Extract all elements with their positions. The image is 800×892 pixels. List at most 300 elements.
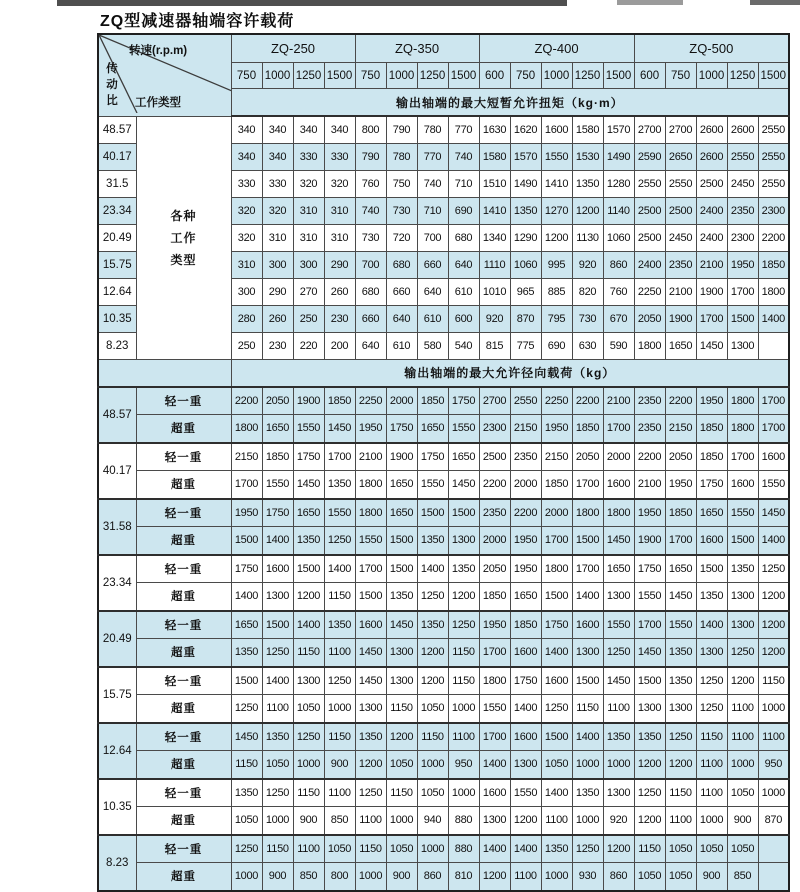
load-value-cell: 1550 (262, 471, 293, 499)
load-value-cell: 1350 (417, 527, 448, 555)
load-value-cell: 1500 (417, 499, 448, 527)
torque-value-cell (758, 332, 789, 359)
model-header-ZQ-350: ZQ-350 (355, 34, 479, 63)
row-type-label-overweight: 超重 (136, 639, 231, 667)
load-value-cell: 1400 (696, 611, 727, 639)
load-value-cell: 800 (324, 863, 355, 891)
load-value-cell: 1750 (231, 555, 262, 583)
torque-value-cell: 2700 (665, 116, 696, 143)
torque-value-cell: 1490 (510, 170, 541, 197)
load-value-cell: 1400 (231, 583, 262, 611)
work-type-line: 工作 (170, 230, 197, 245)
torque-value-cell: 1700 (696, 305, 727, 332)
load-value-cell: 1250 (355, 779, 386, 807)
load-value-cell: 1350 (572, 779, 603, 807)
ratio-label: 40.17 (98, 443, 136, 499)
load-value-cell: 1250 (665, 723, 696, 751)
load-value-cell: 1100 (293, 835, 324, 863)
load-value-cell: 2000 (386, 387, 417, 415)
torque-value-cell: 310 (324, 197, 355, 224)
torque-value-cell: 280 (231, 305, 262, 332)
load-value-cell: 1300 (727, 611, 758, 639)
torque-value-cell: 1500 (727, 305, 758, 332)
load-value-cell: 1550 (324, 499, 355, 527)
torque-value-cell: 640 (355, 332, 386, 359)
load-value-cell: 1350 (324, 471, 355, 499)
load-value-cell: 1150 (386, 779, 417, 807)
load-value-cell: 920 (603, 807, 634, 835)
load-value-cell: 1350 (448, 555, 479, 583)
load-value-cell: 1450 (634, 639, 665, 667)
load-value-cell: 1600 (603, 471, 634, 499)
torque-value-cell: 2500 (634, 224, 665, 251)
load-value-cell: 1100 (355, 807, 386, 835)
torque-value-cell: 1620 (510, 116, 541, 143)
torque-value-cell: 330 (293, 143, 324, 170)
torque-value-cell: 800 (355, 116, 386, 143)
load-value-cell: 1350 (417, 611, 448, 639)
row-type-label-light-heavy: 轻一重 (136, 555, 231, 583)
load-value-cell: 1850 (696, 415, 727, 443)
load-value-cell: 1750 (386, 415, 417, 443)
torque-value-cell: 710 (417, 197, 448, 224)
load-value-cell: 1000 (448, 695, 479, 723)
load-value-cell: 1400 (479, 835, 510, 863)
model-header-ZQ-400: ZQ-400 (479, 34, 634, 63)
torque-value-cell: 1570 (510, 143, 541, 170)
load-value-cell: 2700 (479, 387, 510, 415)
torque-value-cell: 540 (448, 332, 479, 359)
torque-value-cell: 2550 (758, 170, 789, 197)
torque-value-cell: 260 (324, 278, 355, 305)
load-value-cell: 1150 (665, 779, 696, 807)
torque-value-cell: 2590 (634, 143, 665, 170)
load-value-cell: 1100 (696, 751, 727, 779)
load-value-cell: 870 (758, 807, 789, 835)
load-value-cell: 1750 (696, 471, 727, 499)
row-type-label-light-heavy: 轻一重 (136, 499, 231, 527)
load-value-cell: 900 (727, 807, 758, 835)
load-value-cell: 1150 (386, 695, 417, 723)
load-value-cell: 1500 (231, 527, 262, 555)
load-value-cell: 1450 (293, 471, 324, 499)
load-value-cell: 1500 (386, 527, 417, 555)
load-value-cell: 1300 (479, 807, 510, 835)
load-value-cell: 1150 (448, 639, 479, 667)
load-value-cell: 1050 (417, 779, 448, 807)
speed-header: 750 (510, 63, 541, 89)
torque-value-cell: 1350 (510, 197, 541, 224)
load-value-cell: 1350 (386, 583, 417, 611)
torque-value-cell: 1450 (696, 332, 727, 359)
radial-load-row (98, 835, 789, 863)
load-value-cell: 2200 (510, 499, 541, 527)
torque-value-cell: 660 (386, 278, 417, 305)
load-value-cell: 1300 (355, 695, 386, 723)
load-value-cell: 930 (572, 863, 603, 891)
load-value-cell: 1000 (262, 807, 293, 835)
load-value-cell: 1200 (758, 583, 789, 611)
load-value-cell: 1350 (541, 835, 572, 863)
load-value-cell: 1850 (665, 499, 696, 527)
speed-header: 750 (231, 63, 262, 89)
load-value-cell: 1500 (293, 555, 324, 583)
load-value-cell: 1450 (758, 499, 789, 527)
speed-header: 1250 (417, 63, 448, 89)
load-value-cell: 1800 (355, 471, 386, 499)
torque-value-cell: 1510 (479, 170, 510, 197)
load-value-cell: 1350 (634, 723, 665, 751)
load-value-cell: 1300 (262, 583, 293, 611)
torque-value-cell: 1580 (572, 116, 603, 143)
torque-value-cell: 340 (324, 116, 355, 143)
torque-value-cell: 1550 (541, 143, 572, 170)
load-value-cell: 1850 (510, 611, 541, 639)
torque-value-cell: 300 (231, 278, 262, 305)
load-value-cell: 1800 (572, 499, 603, 527)
speed-header: 1250 (727, 63, 758, 89)
torque-value-cell: 1900 (696, 278, 727, 305)
work-type-merged-cell (136, 116, 231, 359)
load-value-cell: 1150 (572, 695, 603, 723)
load-value-cell: 1350 (324, 611, 355, 639)
load-value-cell: 1650 (448, 443, 479, 471)
load-value-cell: 1250 (448, 611, 479, 639)
load-value-cell: 1550 (634, 583, 665, 611)
torque-value-cell: 780 (417, 116, 448, 143)
load-value-cell: 2150 (541, 443, 572, 471)
load-value-cell: 1200 (727, 667, 758, 695)
torque-value-cell: 750 (386, 170, 417, 197)
load-value-cell: 2000 (603, 443, 634, 471)
load-value-cell: 2150 (665, 415, 696, 443)
load-value-cell: 1250 (572, 835, 603, 863)
load-value-cell: 1600 (355, 611, 386, 639)
load-capacity-table (97, 33, 790, 892)
torque-value-cell: 720 (386, 224, 417, 251)
torque-value-cell: 340 (262, 116, 293, 143)
load-value-cell: 1750 (417, 443, 448, 471)
row-type-label-light-heavy: 轻一重 (136, 835, 231, 863)
load-value-cell: 1000 (603, 751, 634, 779)
load-value-cell: 1900 (386, 443, 417, 471)
torque-value-cell: 690 (541, 332, 572, 359)
load-value-cell: 1700 (758, 387, 789, 415)
load-value-cell: 1050 (324, 835, 355, 863)
load-value-cell: 950 (758, 751, 789, 779)
load-value-cell: 2350 (510, 443, 541, 471)
torque-value-cell: 1800 (634, 332, 665, 359)
torque-value-cell: 1950 (727, 251, 758, 278)
torque-value-cell: 920 (572, 251, 603, 278)
work-type-line: 类型 (170, 252, 197, 267)
ratio-label: 48.57 (98, 387, 136, 443)
load-value-cell: 1300 (293, 667, 324, 695)
corner-header-cell (98, 34, 231, 116)
load-value-cell: 1350 (231, 639, 262, 667)
load-value-cell: 1350 (355, 723, 386, 751)
torque-value-cell: 1340 (479, 224, 510, 251)
ratio-label: 20.49 (98, 611, 136, 667)
torque-value-cell: 2100 (696, 251, 727, 278)
torque-value-cell: 2400 (696, 197, 727, 224)
torque-value-cell: 740 (417, 170, 448, 197)
load-value-cell: 1050 (386, 835, 417, 863)
speed-header: 1000 (262, 63, 293, 89)
torque-value-cell: 760 (355, 170, 386, 197)
load-value-cell: 1450 (355, 667, 386, 695)
row-type-label-overweight: 超重 (136, 807, 231, 835)
load-value-cell: 1950 (634, 499, 665, 527)
load-value-cell: 1850 (572, 415, 603, 443)
load-value-cell: 1600 (510, 723, 541, 751)
torque-value-cell: 610 (448, 278, 479, 305)
speed-header: 1000 (386, 63, 417, 89)
torque-value-cell: 330 (324, 143, 355, 170)
section2-header-row (98, 359, 789, 387)
load-value-cell: 1300 (603, 779, 634, 807)
torque-value-cell: 1140 (603, 197, 634, 224)
load-value-cell: 1200 (293, 583, 324, 611)
torque-value-cell: 790 (355, 143, 386, 170)
ratio-label: 15.75 (98, 667, 136, 723)
torque-value-cell: 1580 (479, 143, 510, 170)
radial-load-row (98, 779, 789, 807)
load-value-cell: 1000 (324, 695, 355, 723)
radial-load-row (98, 611, 789, 639)
torque-value-cell: 2550 (727, 143, 758, 170)
load-value-cell: 1450 (231, 723, 262, 751)
load-value-cell: 1600 (541, 667, 572, 695)
load-value-cell: 1200 (417, 639, 448, 667)
load-value-cell: 1100 (696, 779, 727, 807)
load-value-cell: 1250 (727, 639, 758, 667)
radial-load-row (98, 723, 789, 751)
torque-value-cell: 2550 (634, 170, 665, 197)
torque-value-cell: 2300 (758, 197, 789, 224)
radial-load-row (98, 499, 789, 527)
load-value-cell: 1600 (262, 555, 293, 583)
torque-value-cell: 1400 (758, 305, 789, 332)
load-value-cell: 1400 (572, 583, 603, 611)
torque-value-cell: 660 (355, 305, 386, 332)
load-value-cell: 1250 (541, 695, 572, 723)
radial-load-row (98, 667, 789, 695)
row-type-label-overweight: 超重 (136, 471, 231, 499)
load-value-cell: 1650 (417, 415, 448, 443)
ratio-label: 23.34 (98, 197, 136, 224)
torque-value-cell: 780 (386, 143, 417, 170)
load-value-cell: 1850 (479, 583, 510, 611)
torque-value-cell: 885 (541, 278, 572, 305)
torque-value-cell: 1630 (479, 116, 510, 143)
torque-value-cell: 1010 (479, 278, 510, 305)
torque-value-cell: 2600 (696, 143, 727, 170)
torque-value-cell: 2300 (727, 224, 758, 251)
torque-value-cell: 700 (355, 251, 386, 278)
row-type-label-overweight: 超重 (136, 695, 231, 723)
load-value-cell: 1400 (262, 667, 293, 695)
load-value-cell: 1200 (603, 835, 634, 863)
torque-value-cell: 730 (386, 197, 417, 224)
load-value-cell: 1950 (231, 499, 262, 527)
speed-header: 1000 (696, 63, 727, 89)
torque-value-cell: 290 (324, 251, 355, 278)
load-value-cell: 2200 (665, 387, 696, 415)
load-value-cell: 1200 (355, 751, 386, 779)
load-value-cell: 1000 (727, 751, 758, 779)
torque-value-cell: 1300 (727, 332, 758, 359)
load-value-cell: 860 (603, 863, 634, 891)
load-value-cell: 1500 (727, 527, 758, 555)
torque-value-cell: 1270 (541, 197, 572, 224)
load-value-cell: 1350 (231, 779, 262, 807)
load-value-cell: 1150 (293, 779, 324, 807)
load-value-cell: 1000 (572, 807, 603, 835)
torque-value-cell: 680 (386, 251, 417, 278)
ratio-label: 48.57 (98, 116, 136, 143)
torque-value-cell: 1530 (572, 143, 603, 170)
torque-value-cell: 2500 (665, 197, 696, 224)
load-value-cell: 1700 (479, 723, 510, 751)
load-value-cell: 1300 (386, 667, 417, 695)
speed-header: 1250 (293, 63, 324, 89)
load-value-cell: 1400 (262, 527, 293, 555)
load-value-cell: 1650 (386, 471, 417, 499)
load-value-cell: 1350 (293, 527, 324, 555)
load-value-cell: 1100 (727, 695, 758, 723)
load-value-cell: 1150 (448, 667, 479, 695)
torque-value-cell: 860 (603, 251, 634, 278)
load-value-cell: 1550 (293, 415, 324, 443)
radial-load-row (98, 583, 789, 611)
load-value-cell: 1600 (758, 443, 789, 471)
load-value-cell: 1450 (355, 639, 386, 667)
load-value-cell: 1950 (541, 415, 572, 443)
load-value-cell: 1250 (231, 835, 262, 863)
load-value-cell: 1000 (417, 751, 448, 779)
torque-value-cell: 1410 (479, 197, 510, 224)
load-value-cell: 1350 (696, 583, 727, 611)
torque-value-cell: 1410 (541, 170, 572, 197)
ratio-label: 12.64 (98, 278, 136, 305)
torque-value-cell: 1130 (572, 224, 603, 251)
load-value-cell: 1150 (262, 835, 293, 863)
row-type-label-overweight: 超重 (136, 415, 231, 443)
load-value-cell: 1150 (696, 723, 727, 751)
load-value-cell: 1200 (448, 583, 479, 611)
torque-value-cell: 815 (479, 332, 510, 359)
ratio-label: 8.23 (98, 835, 136, 891)
load-value-cell: 1550 (355, 527, 386, 555)
load-value-cell: 1500 (355, 583, 386, 611)
load-value-cell: 1950 (510, 527, 541, 555)
load-value-cell: 1400 (541, 639, 572, 667)
ratio-label: 40.17 (98, 143, 136, 170)
load-value-cell: 900 (696, 863, 727, 891)
load-value-cell: 1700 (479, 639, 510, 667)
radial-load-row (98, 415, 789, 443)
torque-value-cell: 2450 (665, 224, 696, 251)
radial-load-row (98, 387, 789, 415)
torque-value-cell: 2050 (634, 305, 665, 332)
torque-value-cell: 730 (572, 305, 603, 332)
speed-header: 750 (355, 63, 386, 89)
load-value-cell: 1500 (448, 499, 479, 527)
row-type-label-overweight: 超重 (136, 527, 231, 555)
load-value-cell: 1150 (355, 835, 386, 863)
load-value-cell: 2500 (479, 443, 510, 471)
ratio-label: 23.34 (98, 555, 136, 611)
load-value-cell: 950 (448, 751, 479, 779)
load-value-cell: 1850 (324, 387, 355, 415)
load-value-cell: 1950 (665, 471, 696, 499)
load-value-cell: 1050 (634, 863, 665, 891)
speed-header: 600 (479, 63, 510, 89)
radial-load-section-body (98, 387, 789, 891)
torque-value-cell: 630 (572, 332, 603, 359)
torque-value-cell: 230 (324, 305, 355, 332)
load-value-cell: 1300 (665, 695, 696, 723)
load-value-cell: 1800 (541, 555, 572, 583)
load-value-cell: 1750 (448, 387, 479, 415)
section2-header-spacer (98, 359, 231, 387)
torque-value-cell: 1650 (665, 332, 696, 359)
load-value-cell: 1900 (634, 527, 665, 555)
load-value-cell: 1050 (262, 751, 293, 779)
load-value-cell: 1850 (262, 443, 293, 471)
load-value-cell: 1150 (634, 835, 665, 863)
load-value-cell: 1350 (603, 723, 634, 751)
load-value-cell: 1550 (510, 779, 541, 807)
torque-value-cell: 340 (293, 116, 324, 143)
torque-value-cell: 1850 (758, 251, 789, 278)
torque-value-cell: 870 (510, 305, 541, 332)
load-value-cell: 1800 (727, 415, 758, 443)
load-value-cell: 1200 (665, 751, 696, 779)
load-value-cell: 1550 (479, 695, 510, 723)
load-value-cell: 1000 (231, 863, 262, 891)
load-value-cell: 1550 (417, 471, 448, 499)
speed-header: 1500 (324, 63, 355, 89)
corner-label-worktype: 工作类型 (135, 96, 181, 109)
torque-value-cell: 1200 (541, 224, 572, 251)
ratio-label: 12.64 (98, 723, 136, 779)
radial-load-row (98, 555, 789, 583)
load-value-cell: 900 (324, 751, 355, 779)
load-value-cell: 1500 (262, 611, 293, 639)
load-value-cell: 1300 (634, 695, 665, 723)
torque-value-cell: 770 (448, 116, 479, 143)
torque-value-cell: 710 (448, 170, 479, 197)
load-value-cell: 1300 (386, 639, 417, 667)
load-value-cell: 1500 (386, 555, 417, 583)
load-value-cell: 1750 (262, 499, 293, 527)
load-value-cell: 2200 (634, 443, 665, 471)
torque-value-cell: 640 (417, 278, 448, 305)
load-value-cell: 850 (324, 807, 355, 835)
torque-value-cell: 270 (293, 278, 324, 305)
radial-load-row (98, 527, 789, 555)
load-value-cell: 1700 (231, 471, 262, 499)
top-bar-3 (750, 0, 800, 5)
torque-value-cell: 610 (417, 305, 448, 332)
load-value-cell: 1450 (324, 415, 355, 443)
torque-value-cell: 700 (417, 224, 448, 251)
load-value-cell: 1650 (696, 499, 727, 527)
load-value-cell: 1050 (727, 835, 758, 863)
load-value-cell: 2200 (479, 471, 510, 499)
